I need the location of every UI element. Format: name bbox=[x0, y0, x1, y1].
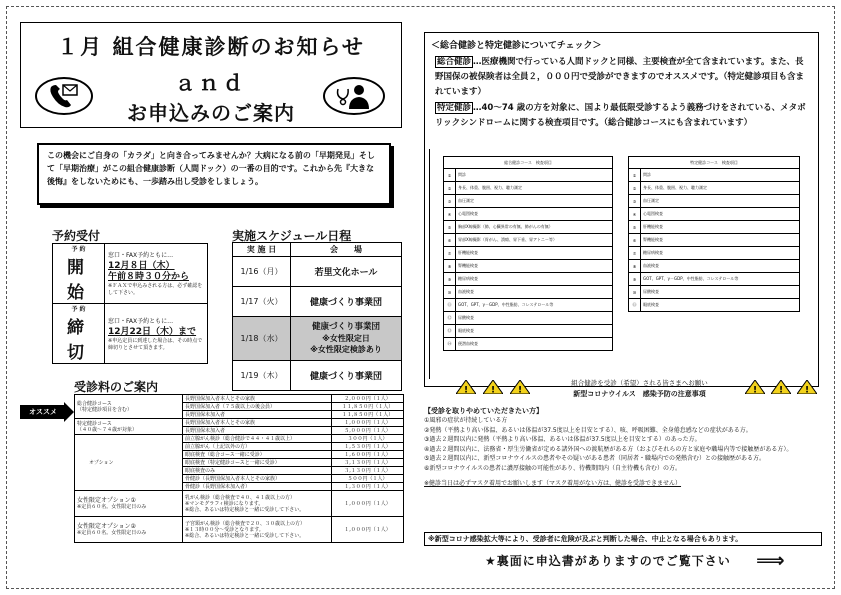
fee-price: ５００円（１人） bbox=[332, 475, 404, 483]
sogo-item: 眼底検査 bbox=[456, 325, 613, 338]
tokutei-item: 身長、体重、腹囲、視力、聴力測定 bbox=[641, 182, 800, 195]
svg-text:!: ! bbox=[778, 385, 784, 394]
warning-icon bbox=[483, 379, 503, 398]
schedule-venue-cell bbox=[291, 317, 402, 361]
fee-category-sub: （４０歳〜７４歳が対象） bbox=[77, 426, 138, 433]
svg-text:!: ! bbox=[752, 385, 758, 394]
tokutei-item: 心電図検査 bbox=[641, 208, 800, 221]
fee-item: 長野国保加入者（７５歳以上の後会員） bbox=[183, 403, 332, 411]
option-line: ※マンモグラフィ検診になります。 bbox=[185, 500, 264, 507]
sogo-item: 胸部X線撮影（肺、心臓異常の有無、肺がんの有無） bbox=[456, 221, 613, 234]
reservation-table bbox=[52, 243, 208, 364]
tokutei-item: 糖尿病検査 bbox=[641, 247, 800, 260]
fee-category-sub: （特定健診項目を含む） bbox=[77, 406, 133, 413]
sogo-item: 血液検査 bbox=[456, 286, 613, 299]
fee-item: 長野国保未加入者 bbox=[183, 411, 332, 419]
check-sogo-text: …医療機関で行っている人間ドックと同様、主要検査が全て含まれています。また、長野国保の被保険者は全員２，０００円で受診ができますのでオススメです。（特定健診項目も含まれています） bbox=[435, 57, 804, 97]
option-line: 子宮頸がん検診（総合検査で２０、３０歳以上の方） bbox=[185, 520, 306, 527]
sogo-item: GOT、GPT、γ－GDP、中性脂肪、コレステロール等 bbox=[456, 299, 613, 312]
fee-item: 骨健診（長野国保未加入者） bbox=[183, 483, 332, 491]
fee-category: 総合健診コース bbox=[77, 400, 112, 407]
col-venue: 会 場 bbox=[291, 243, 402, 257]
title-box bbox=[20, 22, 402, 128]
fee-price: １１,８５０円（１人） bbox=[332, 403, 404, 411]
fee-price: １,５３０円（１人） bbox=[332, 443, 404, 451]
fee-price: １,０００円（１人） bbox=[332, 419, 404, 427]
sogo-item: 心電図検査 bbox=[456, 208, 613, 221]
end-date: 12月22日（木）まで bbox=[108, 326, 197, 337]
check-tokutei-text: …40～74 歳の方を対象に、国より最低限受診するよう義務づけをされている、メタボリックシンドロームに関する検査項目です。（総合健診コースにも含まれています） bbox=[435, 103, 806, 128]
tag-tokutei: 特定健診 bbox=[437, 103, 472, 113]
sogo-item: 血圧測定 bbox=[456, 195, 613, 208]
cancel-item: ⑤過去２週間以内に、新型コロナウイルスの患者やその疑いがある患者（同居者・職場内での発熱含む）との接触歴がある方。 bbox=[424, 455, 766, 462]
tokutei-table-header: 特定健診コース 検査項目 bbox=[629, 157, 800, 169]
fee-price: ５,０００円（１人） bbox=[332, 427, 404, 435]
option-line: ※１３時００分〜受診となります。 bbox=[185, 526, 264, 533]
end-label: 締 切 bbox=[67, 318, 90, 363]
title-and: ａｎｄ bbox=[175, 71, 247, 95]
tokutei-item: 肝機能検査 bbox=[641, 221, 800, 234]
tokutei-item: GOT、GPT、γ－GDP、中性脂肪、コレステロール等 bbox=[641, 273, 800, 286]
tokutei-item: 尿酸検査 bbox=[641, 286, 800, 299]
fee-price: ３,１３０円（１人） bbox=[332, 467, 404, 475]
tokutei-item: 血圧測定 bbox=[641, 195, 800, 208]
warning-icon bbox=[456, 379, 476, 398]
fee-item: 前立腺がん（上記以外の方） bbox=[183, 443, 332, 451]
schedule-venue: 健康づくり事業団 bbox=[291, 287, 402, 317]
fee-price: ３００円（１人） bbox=[332, 435, 404, 443]
sogo-item: 問診 bbox=[456, 169, 613, 182]
check-heading: ＜総合健診と特定健診についてチェック＞ bbox=[431, 41, 602, 51]
fee-item: 長野国保加入者本人とその家族 bbox=[183, 419, 332, 427]
cancel-item: ②発熱（平熱より高い体温、あるいは体温が37.5度以上を目安とする）、咳、呼吸困難、全身倦怠感などの症状がある方。 bbox=[424, 426, 752, 434]
schedule-venue: 健康づくり事業団 bbox=[311, 322, 380, 332]
female-option-1-cell bbox=[75, 491, 183, 517]
female-option-1: 女性限定オプション① bbox=[77, 496, 136, 504]
reservation-heading: 予約受付 bbox=[52, 229, 101, 243]
sogo-item: 糖尿病検査 bbox=[456, 273, 613, 286]
end-note: ※申込定員に到達した場合は、その時点で締切りとさせて頂きます。 bbox=[108, 337, 203, 351]
spread-note: ※新型コロナ感染拡大等により、受診者に危険が及ぶと判断した場合、中止となる場合もあります。 bbox=[424, 532, 822, 546]
option-line: 乳がん検診（総合検査で４０、４１歳以上の方） bbox=[185, 494, 296, 501]
notice-line2: 新型コロナウイルス 感染予防の注意事項 bbox=[573, 390, 706, 398]
recommend-badge: オススメ bbox=[20, 405, 66, 419]
cancel-item: ③過去２週間以内に発熱（平熱より高い体温、あるいは体温が37.5度以上を目安とする）のあった方。 bbox=[424, 436, 701, 443]
connector-line bbox=[429, 149, 439, 379]
fee-item: 眼底検査のみ bbox=[183, 467, 332, 475]
tokutei-item: 問診 bbox=[641, 169, 800, 182]
fee-price: １,３００円（１人） bbox=[332, 483, 404, 491]
end-line1: 窓口・FAX予約ともに… bbox=[108, 317, 174, 325]
end-small-label: 予 約 bbox=[71, 306, 86, 313]
schedule-heading: 実施スケジュール日程 bbox=[232, 229, 352, 243]
fee-price: １,６００円（１人） bbox=[332, 451, 404, 459]
female-option-1-detail bbox=[183, 491, 332, 517]
warning-icon bbox=[771, 379, 791, 398]
fee-item: 前立腺がん検診（総合健診で４４・４１歳以上） bbox=[183, 435, 332, 443]
fee-item: 長野国保未加入者 bbox=[183, 427, 332, 435]
back-page-note: ★裏面に申込書がありますのでご覧下さい bbox=[485, 554, 731, 568]
option-line: ※総合、あるいは特定検診と一緒に受診して下さい。 bbox=[185, 532, 305, 539]
warning-icon bbox=[510, 379, 530, 398]
fee-item: 眼底検査（総合コース一緒に受診） bbox=[183, 451, 332, 459]
tokutei-item: 眼底検査 bbox=[641, 299, 800, 312]
cancel-heading: 【受診を取りやめていただきたい方】 bbox=[424, 407, 543, 415]
sogo-table-header: 総合健診コース 検査項目 bbox=[444, 157, 613, 169]
fee-price: ２,０００円（１人） bbox=[332, 395, 404, 403]
double-arrow-icon: ⟹ bbox=[756, 548, 785, 572]
warning-icon bbox=[797, 379, 817, 398]
schedule-date: 1/17（火） bbox=[233, 287, 291, 317]
mask-note: ※健診当日は必ずマスク着用でお願いします（マスク着用がない方は、健診を受診できません） bbox=[424, 480, 682, 487]
fee-item: 骨健診（長野国保加入者本人とその家族） bbox=[183, 475, 332, 483]
tokutei-item: 腎機能検査 bbox=[641, 234, 800, 247]
check-tokutei bbox=[435, 101, 811, 131]
intro-text: この機会にご自身の「カラダ」と向き合ってみませんか？大病になる前の「早期発見」そして「早期治療」がこの組合健康診断（人間ドック）の一番の目的です。これから先『大きな後悔』をしないためにも、一歩踏み出し受診をしましょう。 bbox=[37, 143, 391, 205]
svg-text:!: ! bbox=[463, 385, 469, 394]
fee-category: 特定健診コース bbox=[77, 420, 112, 427]
female-option-2-detail bbox=[183, 517, 332, 543]
col-date: 実 施 日 bbox=[233, 243, 291, 257]
start-line1: 窓口・FAX予約ともに… bbox=[108, 252, 174, 259]
phone-icon bbox=[35, 77, 93, 115]
svg-text:!: ! bbox=[804, 385, 810, 394]
warning-icon bbox=[745, 379, 765, 398]
fee-table bbox=[74, 394, 404, 543]
start-note: ※ＦＡＸで申込みされる方は、必ず確認をして下さい。 bbox=[108, 283, 203, 296]
tokutei-items-table: 特定健診コース 検査項目 ① 問診 ② 身長、体重、腹囲、視力、聴力測定 ③ 血圧測定 ④ 心電図検査 ⑤ 肝機能検査 ⑥ 腎機能検査 ⑦ 糖尿病検査 ⑧ 血液検査 ⑨ GOT、GPT、γ－GDP、中性脂肪、コレステロール等 ⑩ 尿酸検査 ⑪ 眼底検査 bbox=[628, 156, 800, 312]
schedule-note: ※女性限定日 bbox=[322, 334, 370, 343]
start-label: 開 始 bbox=[67, 258, 90, 303]
female-option-1-note: ※定員６０名。女性限定日のみ bbox=[77, 503, 147, 510]
notice-line1: 組合健診を受診（希望）される皆さまへお願い bbox=[571, 379, 708, 387]
fee-category-cell bbox=[75, 395, 183, 419]
sogo-item: 身長、体重、腹囲、視力、聴力測定 bbox=[456, 182, 613, 195]
fee-price: １,０００円（１人） bbox=[332, 491, 404, 517]
tag-sogo: 総合健診 bbox=[437, 57, 472, 67]
fee-price: １１,８５０円（１人） bbox=[332, 411, 404, 419]
fee-item: 長野国保加入者本人とその家族 bbox=[183, 395, 332, 403]
female-option-2-note: ※定員６０名。女性限定日のみ bbox=[77, 529, 147, 536]
option-line: ※総合、あるいは特定検診と一緒に受診して下さい。 bbox=[185, 506, 305, 513]
fee-category: オプション bbox=[75, 435, 183, 491]
schedule-date: 1/19（木） bbox=[233, 361, 291, 391]
cancel-item: ①風邪の症状が持続している方 bbox=[424, 417, 508, 424]
start-small-label: 予 約 bbox=[71, 246, 86, 253]
fee-item: 眼底検査（特定健診コースと一緒に受診） bbox=[183, 459, 332, 467]
schedule-venue: 若里文化ホール bbox=[291, 257, 402, 287]
fee-price: １,０００円（１人） bbox=[332, 517, 404, 543]
page-title: １月 組合健康診断のお知らせ bbox=[57, 35, 365, 59]
start-time: 午前８時３０分から bbox=[108, 272, 190, 282]
sogo-item: 尿酸検査 bbox=[456, 312, 613, 325]
doctor-icon bbox=[323, 77, 385, 115]
notice-body bbox=[424, 406, 822, 489]
female-option-2-cell bbox=[75, 517, 183, 543]
female-option-2: 女性限定オプション② bbox=[77, 522, 136, 530]
sogo-item: 腎機能検査 bbox=[456, 260, 613, 273]
sogo-item: 便潜血検査 bbox=[456, 338, 613, 351]
schedule-date: 1/16（月） bbox=[233, 257, 291, 287]
schedule-venue: 健康づくり事業団 bbox=[291, 361, 402, 391]
start-date: 12月８日（木） bbox=[108, 261, 175, 271]
cancel-item: ⑥新型コロナウイルスの患者に濃厚接触の可能性があり、待機期間内（自主待機も含む）の方。 bbox=[424, 464, 682, 472]
cancel-item: ④過去２週間以内に、法務省・厚生労働省が定める諸外国への渡航歴がある方（およびそれらの方と家庭や職場内等で接触歴がある方）。 bbox=[424, 445, 793, 453]
svg-text:!: ! bbox=[517, 385, 523, 394]
title-subtitle: お申込みのご案内 bbox=[127, 101, 295, 125]
check-sogo bbox=[435, 55, 811, 100]
schedule-date: 1/18（水） bbox=[233, 317, 291, 361]
sogo-item: 肝機能検査 bbox=[456, 247, 613, 260]
schedule-note: ※女性限定検診あり bbox=[310, 345, 382, 354]
schedule-table bbox=[232, 242, 402, 391]
fee-category-cell bbox=[75, 419, 183, 435]
tokutei-item: 血液検査 bbox=[641, 260, 800, 273]
fee-price: ３,１３０円（１人） bbox=[332, 459, 404, 467]
sogo-items-table: 総合健診コース 検査項目 ① 問診 ② 身長、体重、腹囲、視力、聴力測定 ③ 血圧測定 ④ 心電図検査 ⑤ 胸部X線撮影（肺、心臓異常の有無、肺がんの有無） ⑥ 胃部X線撮影（胃がん、潰瘍、胃下垂、胃アトニー等） ⑦ 肝機能検査 ⑧ 腎機能検査 ⑨ 糖尿病検査 ⑩ 血液検査 ⑪ GOT、GPT、γ－GDP、中性脂肪、コレステロール等 ⑫ 尿酸検査 ⑬ 眼底検査 ⑭ 便潜血検査 bbox=[443, 156, 613, 351]
fees-heading: 受診料のご案内 bbox=[74, 380, 159, 394]
sogo-item: 胃部X線撮影（胃がん、潰瘍、胃下垂、胃アトニー等） bbox=[456, 234, 613, 247]
notice-heading bbox=[537, 378, 742, 400]
svg-text:!: ! bbox=[490, 385, 496, 394]
